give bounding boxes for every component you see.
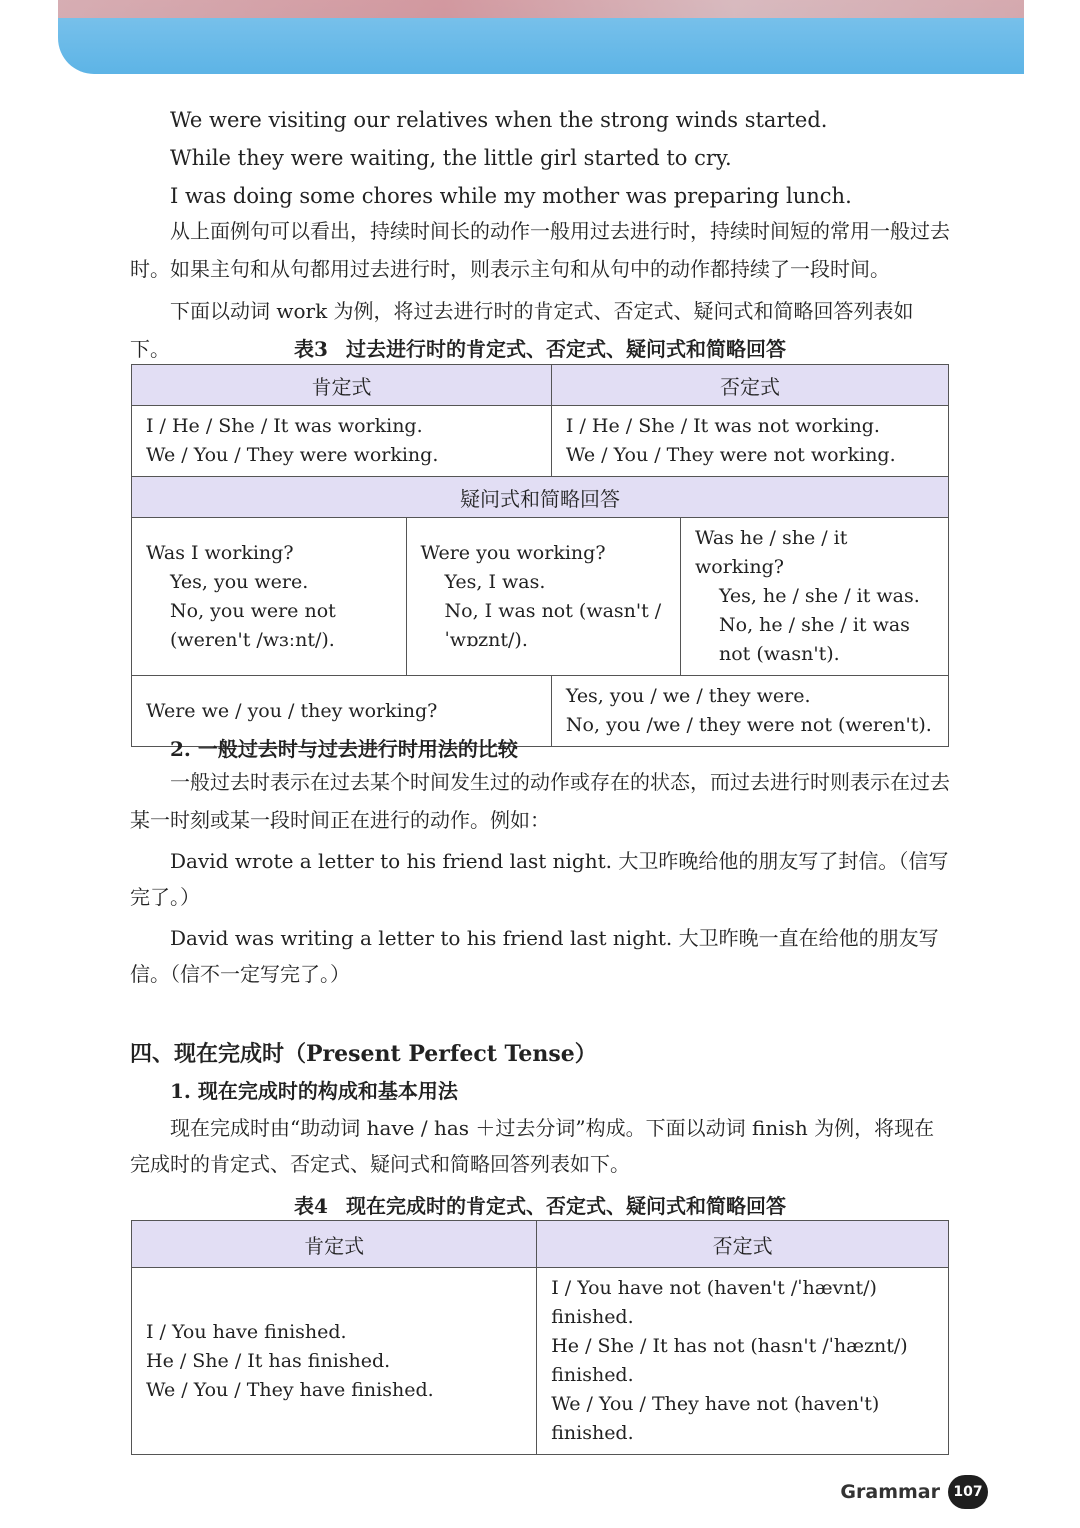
paragraph: 下面以动词 work 为例，将过去进行时的肯定式、否定式、疑问式和简略回答列表如下。 [130, 299, 914, 361]
cell-negative [551, 406, 948, 477]
table-caption [130, 1190, 950, 1219]
cell-affirmative [132, 406, 552, 477]
table-caption [130, 333, 950, 362]
short-answer: No, you were not (weren't /wɜːnt/). [170, 599, 336, 651]
header-banner [58, 0, 1024, 74]
cell-negative [537, 1268, 949, 1455]
short-answer: No, he / she / it was not (wasn't). [719, 614, 910, 665]
paragraph: 一般过去时表示在过去某个时间发生过的动作或存在的状态，而过去进行时则表示在过去某一时刻或某一段时间正在进行的动作。例如： [130, 770, 950, 832]
header-negative: 否定式 [551, 365, 948, 406]
cell-question [132, 518, 407, 676]
header-negative: 否定式 [537, 1221, 949, 1268]
example-sentence: I was doing some chores while my mother was preparing lunch. [170, 184, 852, 208]
sentence: I / You have finished. [146, 1320, 347, 1343]
short-answer: Yes, he / she / it was. [719, 585, 920, 607]
question: Was he / she / it working? [695, 527, 848, 578]
footer-label: Grammar [840, 1481, 940, 1503]
sentence: I / You have not (haven't /ˈhævnt/) finished. [551, 1277, 877, 1328]
header-questions: 疑问式和简略回答 [132, 477, 949, 518]
paragraph: David was writing a letter to his friend last night. 大卫昨晚一直在给他的朋友写信。（信不一定写完了。） [130, 926, 939, 986]
example-sentence: We were visiting our relatives when the strong winds started. [170, 108, 828, 132]
cell-question [406, 518, 681, 676]
sentence: I / He / She / It was working. [146, 415, 423, 437]
sentence: He / She / It has finished. [146, 1349, 391, 1372]
question: Were you working? [420, 541, 606, 564]
short-answer: No, I was not (wasn't /ˈwɒznt/). [444, 599, 662, 651]
cell-question: Were we / you / they working? [132, 676, 552, 747]
table-caption-title: 现在完成时的肯定式、否定式、疑问式和简略回答 [345, 1194, 786, 1218]
paragraph: 从上面例句可以看出，持续时间长的动作一般用过去进行时，持续时间短的常用一般过去时。如果主句和从句都用过去进行时，则表示主句和从句中的动作都持续了一段时间。 [130, 219, 950, 281]
sentence: We / You / They were not working. [565, 444, 896, 466]
short-answer: Yes, I was. [444, 570, 546, 593]
example-sentence: While they were waiting, the little girl started to cry. [170, 146, 732, 170]
short-answer: No, you /we / they were not (weren't). [565, 714, 932, 736]
cell-question [681, 518, 949, 676]
short-answer: Yes, you were. [170, 570, 309, 593]
sentence: We / You / They have not (haven't) finished. [551, 1393, 880, 1444]
table-present-perfect [131, 1220, 949, 1455]
paragraph: 现在完成时由“助动词 have / has ＋过去分词”构成。下面以动词 finish 为例，将现在完成时的肯定式、否定式、疑问式和简略回答列表如下。 [130, 1116, 935, 1176]
cell-answers [551, 676, 948, 747]
paragraph: David wrote a letter to his friend last night. 大卫昨晚给他的朋友写了封信。（信写完了。） [130, 849, 949, 909]
header-affirmative: 肯定式 [132, 365, 552, 406]
section-heading: 1. 现在完成时的构成和基本用法 [170, 1079, 458, 1103]
header-affirmative: 肯定式 [132, 1221, 537, 1268]
section-title: 四、现在完成时（Present Perfect Tense） [130, 1041, 597, 1067]
sentence: We / You / They were working. [146, 444, 439, 466]
page-number: 107 [948, 1475, 988, 1509]
table-caption-label: 表3 [294, 337, 328, 361]
short-answer: Yes, you / we / they were. [565, 685, 811, 707]
sentence: He / She / It has not (hasn't /ˈhæznt/) finished. [551, 1335, 908, 1386]
cell-affirmative [132, 1268, 537, 1455]
page-footer [840, 1475, 988, 1509]
table-caption-label: 表4 [294, 1194, 328, 1218]
sentence: We / You / They have finished. [146, 1378, 434, 1401]
question: Was I working? [146, 541, 294, 564]
table-caption-title: 过去进行时的肯定式、否定式、疑问式和简略回答 [345, 337, 786, 361]
sentence: I / He / She / It was not working. [565, 415, 880, 437]
section-heading: 2. 一般过去时与过去进行时用法的比较 [170, 737, 518, 761]
table-past-continuous [131, 364, 949, 747]
